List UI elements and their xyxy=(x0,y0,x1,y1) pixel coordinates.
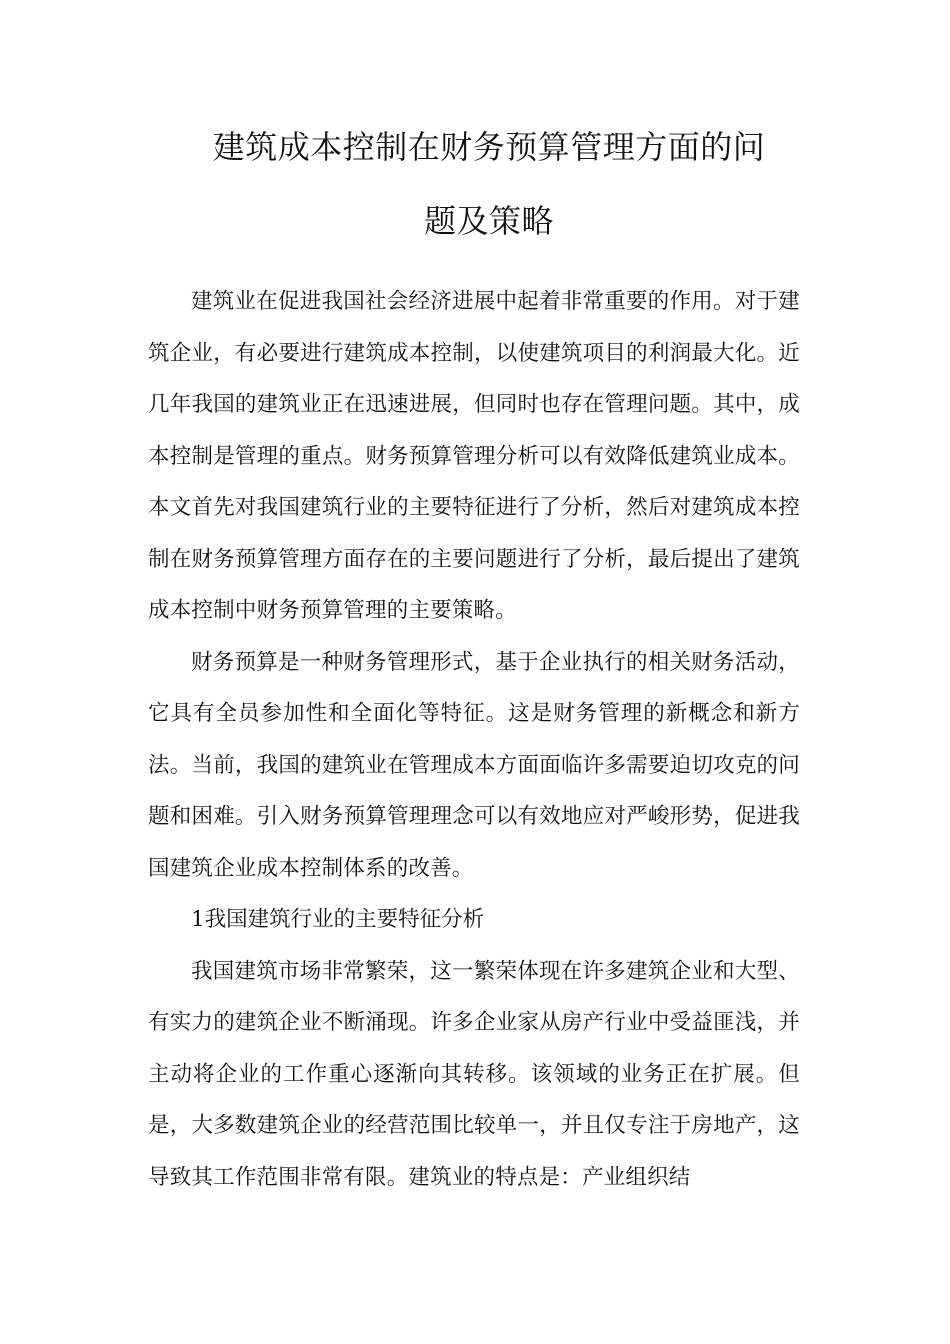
paragraph-section-1: 我国建筑市场非常繁荣，这一繁荣体现在许多建筑企业和大型、有实力的建筑企业不断涌现。许多企业家从房产行业中受益匪浅，并主动将企业的工作重心逐渐向其转移。该领域的业务正在扩展。但是，大多数建筑企业的经营范围比较单一，并且仅专注于房地产，这导致其工作范围非常有限。建筑业的特点是：产业组织结 xyxy=(148,958,800,1190)
section-heading: 1我国建筑行业的主要特征分析 xyxy=(191,907,485,932)
paragraph-intro: 建筑业在促进我国社会经济进展中起着非常重要的作用。对于建筑企业，有必要进行建筑成本控制，以使建筑项目的利润最大化。近几年我国的建筑业正在迅速进展，但同时也存在管理问题。其中，成本控制是管理的重点。财务预算管理分析可以有效降低建筑业成本。本文首先对我国建筑行业的主要特征进行了分析，然后对建筑成本控制在财务预算管理方面存在的主要问题进行了分析，最后提出了建筑成本控制中财务预算管理的主要策略。 xyxy=(148,289,800,623)
paragraph-budget: 财务预算是一种财务管理形式，基于企业执行的相关财务活动，它具有全员参加性和全面化等特征。这是财务管理的新概念和新方法。当前，我国的建筑业在管理成本方面面临许多需要迫切攻克的问题和困难。引入财务预算管理理念可以有效地应对严峻形势，促进我国建筑企业成本控制体系的改善。 xyxy=(148,649,800,881)
title-line-1: 建筑成本控制在财务预算管理方面的问 xyxy=(212,128,766,166)
document-title xyxy=(148,110,800,258)
title-line-2: 题及策略 xyxy=(423,202,554,240)
document-body xyxy=(148,276,800,1203)
document-content xyxy=(148,110,800,1203)
